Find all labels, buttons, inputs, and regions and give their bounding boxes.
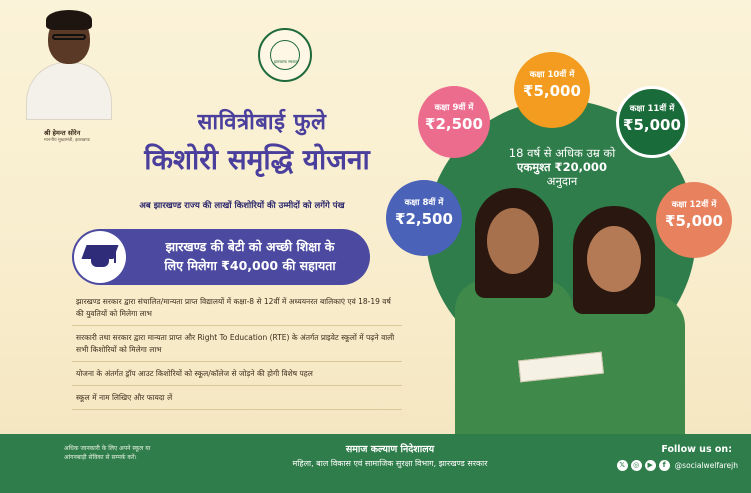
education-banner [72,229,370,285]
social-handle[interactable]: @socialwelfarejh [674,461,738,470]
education-banner-text [136,237,364,275]
grant-bubble-class-9 [418,86,490,158]
department-name: समाज कल्याण निदेशालय [345,444,435,455]
grant-class: कक्षा 8वीं में [404,198,444,208]
grant-class: कक्षा 9वीं में [434,103,474,113]
grant-class: कक्षा 11वीं में [629,104,675,114]
x-icon[interactable]: 𝕏 [617,460,628,471]
grant-bubble-class-11 [616,86,688,158]
benefit-point: सरकारी तथा सरकार द्वारा मान्यता प्राप्त और Right To Education (RTE) के अंतर्गत प्राइवेट स्कूलों में पढ़ने वाली सभी किशोरियों को मिलेगा लाभ [72,330,402,362]
grant-bubble-class-10 [514,52,590,128]
youtube-icon[interactable]: ▶ [645,460,656,471]
benefit-point: झारखण्ड सरकार द्वारा संचालित/मान्यता प्राप्त विद्यालयों में कक्षा-8 से 12वीं में अध्ययनरत बालिकाएं एवं 18-19 वर्ष की युवतियों को मिलेगा लाभ [72,294,402,326]
social-follow [602,444,742,471]
facebook-icon[interactable]: f [659,460,670,471]
grant-bubble-class-8 [386,180,462,256]
grant-class: कक्षा 10वीं में [529,70,575,80]
follow-label: Follow us on: [661,444,732,455]
benefit-points [72,294,402,414]
social-links [602,460,742,471]
benefit-point: योजना के अंतर्गत ड्रॉप आउट किशोरियों को स्कूल/कॉलेज से जोड़ने की होगी विशेष पहल [72,366,402,386]
ministry-name: महिला, बाल विकास एवं सामाजिक सुरक्षा विभाग, झारखण्ड सरकार [292,459,488,468]
grant-amount: ₹5,000 [523,82,581,100]
lump-sum-line3: अनुदान [546,174,578,188]
lion-capital-icon [270,40,300,70]
scheme-title-line1: सावित्रीबाई फुले [197,110,327,135]
grant-amount: ₹5,000 [665,212,723,230]
grant-class: कक्षा 12वीं में [671,200,717,210]
education-banner-line1: झारखण्ड की बेटी को अच्छी शिक्षा के [165,239,335,254]
footer-department-block [230,442,550,469]
leader-name: श्री हेमन्त सोरेन [44,129,81,137]
footer-contact-note [64,444,202,462]
grant-amount: ₹2,500 [395,210,453,228]
lump-sum-line1: 18 वर्ष से अधिक उम्र को [508,146,616,160]
footer [0,434,751,493]
education-banner-line2: लिए मिलेगा ₹40,000 की सहायता [164,258,336,273]
lump-sum-grant [482,146,642,188]
footer-contact-line2: आंगनबाड़ी सेविका से सम्पर्क करें। [64,454,137,461]
grant-bubble-class-12 [656,182,732,258]
grant-amount: ₹5,000 [623,116,681,134]
scheme-title-line2: किशोरी समृद्धि योजना [144,143,370,176]
footer-contact-line1: अधिक जानकारी के लिए अपने स्कूल या [64,445,151,452]
grant-amount: ₹2,500 [425,115,483,133]
instagram-icon[interactable]: ◎ [631,460,642,471]
lump-sum-line2: एकमुश्त ₹20,000 [517,160,607,174]
emblem-text: झारखण्ड सरकार [273,59,299,64]
tagline: अब झारखण्ड राज्य की लाखों किशोरियों की उम्मीदों को लगेंगे पंख [139,201,345,211]
state-emblem [258,28,312,82]
benefit-point: स्कूल में नाम लिखिए और फायदा लें [72,390,402,410]
graduation-cap-icon [74,231,126,283]
leader-role: माननीय मुख्यमंत्री, झारखण्ड [44,138,90,143]
leader-photo [20,8,112,120]
